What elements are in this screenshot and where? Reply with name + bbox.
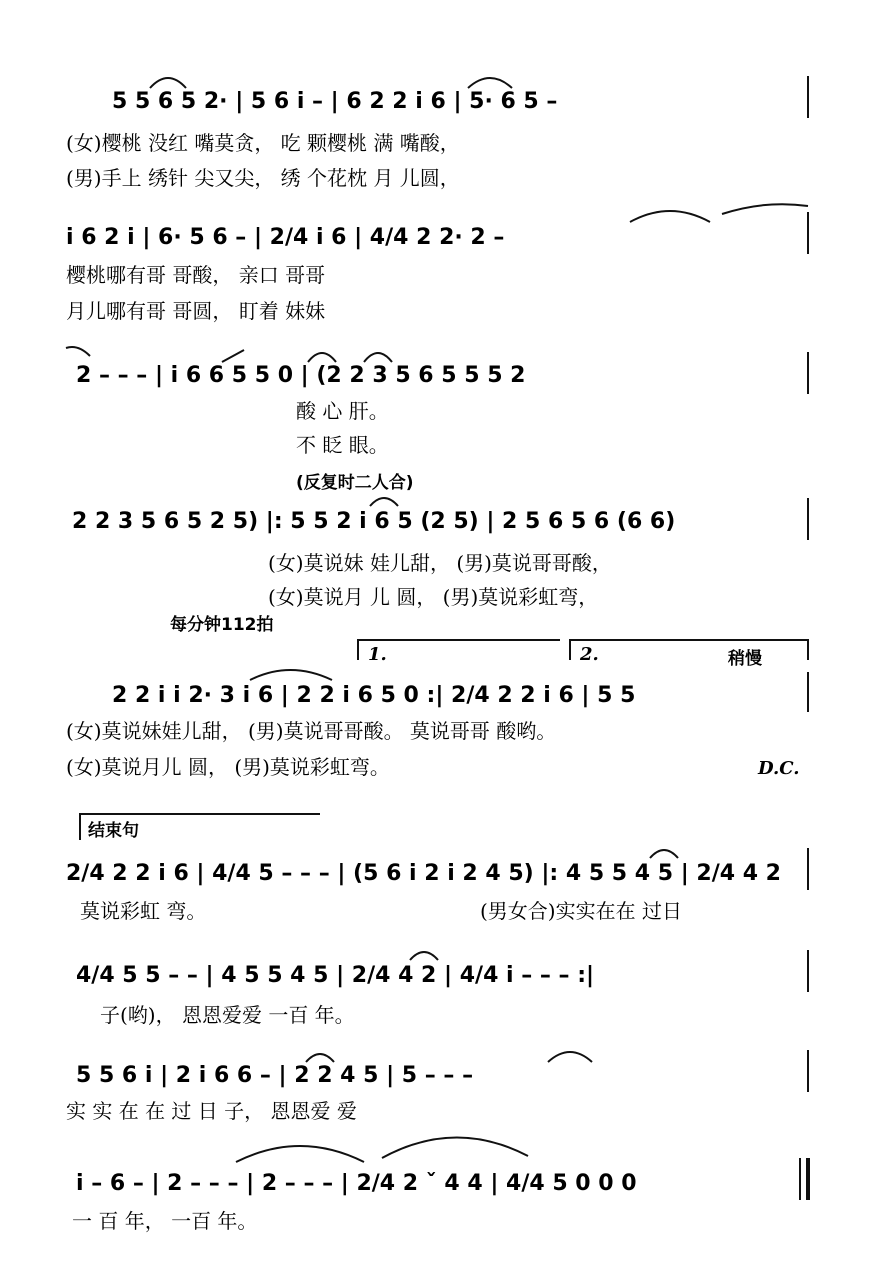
row9-lyric: 一 百 年， 一百 年。 bbox=[72, 1209, 258, 1233]
row2-notes: i 6 2 i | 6· 5 6 – | 2/4 i 6 | 4/4 2 2· 2 – bbox=[66, 225, 505, 250]
row-9 bbox=[72, 1137, 808, 1233]
row6-notes: 2/4 2 2 i 6 | 4/4 5 – – – | (5 6 i 2 i 2 4 5) |: 4 5 5 4 5 | 2/4 4 2 bbox=[66, 861, 781, 886]
row-6 bbox=[66, 814, 808, 923]
row-2 bbox=[66, 204, 808, 323]
row7-notes: 4/4 5 5 – – | 4 5 5 4 5 | 2/4 4 2 | 4/4 i – – – :| bbox=[76, 963, 595, 988]
slur bbox=[650, 850, 678, 858]
row1-notes: 5 5 6 5 2· | 5 6 i – | 6 2 2 i 6 | 5· 6 5 – bbox=[112, 89, 558, 114]
slur bbox=[308, 353, 336, 362]
tempo-marking: 每分钟112拍 bbox=[170, 615, 274, 635]
row2-lyric-2: 月儿哪有哥 哥圆， 盯着 妹妹 bbox=[66, 299, 326, 323]
repeat-note: (反复时二人合) bbox=[296, 473, 414, 493]
tie bbox=[630, 211, 710, 222]
slur bbox=[364, 353, 392, 362]
tie-arrow bbox=[222, 350, 244, 362]
row4-lyric-1: (女)莫说妹 娃儿甜， (男)莫说哥哥酸， bbox=[268, 551, 612, 575]
row2-lyric-1: 樱桃哪有哥 哥酸， 亲口 哥哥 bbox=[66, 263, 326, 287]
tie bbox=[236, 1146, 364, 1162]
row6-lyric-right: (男女合)实实在在 过日 bbox=[480, 899, 682, 923]
slur bbox=[410, 952, 438, 960]
row3-notes: 2 – – – | i 6 6 5 5 0 | (2 2 3 5 6 5 5 5 2 bbox=[76, 363, 526, 388]
ending-label: 结束句 bbox=[88, 821, 139, 841]
row3-lyric-1: 酸 心 肝。 bbox=[296, 399, 389, 423]
slur bbox=[150, 78, 186, 88]
row4-lyric-2: (女)莫说月 儿 圆， (男)莫说彩虹弯， bbox=[268, 585, 599, 609]
row7-lyric: 子(哟)， 恩恩爱爱 一百 年。 bbox=[100, 1003, 355, 1027]
volta-2-label: 2. bbox=[580, 644, 599, 665]
row-7 bbox=[76, 950, 808, 1027]
tie bbox=[722, 204, 808, 214]
row-3 bbox=[66, 347, 808, 493]
volta-1-label: 1. bbox=[368, 644, 387, 665]
slur bbox=[306, 1054, 334, 1062]
slur bbox=[468, 78, 512, 88]
row4-notes: 2 2 3 5 6 5 2 5) |: 5 5 2 i 6 5 (2 5) | 2 5 6 5 6 (6 6) bbox=[72, 509, 676, 534]
tempo-slower: 稍慢 bbox=[728, 649, 762, 669]
row1-lyric-male: (男)手上 绣针 尖又尖， 绣 个花枕 月 儿圆， bbox=[66, 166, 460, 190]
slur bbox=[548, 1052, 592, 1062]
row5-notes: 2 2 i i 2· 3 i 6 | 2 2 i 6 5 0 :| 2/4 2 2 i 6 | 5 5 bbox=[112, 683, 636, 708]
row8-lyric: 实 实 在 在 过 日 子， 恩恩爱 爱 bbox=[66, 1099, 357, 1123]
tie bbox=[382, 1137, 528, 1158]
slur bbox=[250, 670, 332, 680]
row-4 bbox=[72, 498, 808, 635]
row-8 bbox=[66, 1050, 808, 1123]
row1-lyric-female: (女)樱桃 没红 嘴莫贪， 吃 颗樱桃 满 嘴酸， bbox=[66, 131, 460, 155]
slur bbox=[370, 498, 398, 506]
volta-bracket-1 bbox=[358, 640, 560, 660]
volta-bracket-2 bbox=[570, 640, 808, 660]
row6-lyric: 莫说彩虹 弯。 bbox=[80, 899, 207, 923]
tie bbox=[66, 347, 90, 356]
row-1 bbox=[66, 76, 808, 190]
da-capo: D.C. bbox=[758, 758, 800, 779]
row-5 bbox=[66, 640, 808, 779]
row3-lyric-2: 不 眨 眼。 bbox=[296, 433, 389, 457]
row8-notes: 5 5 6 i | 2 i 6 6 – | 2 2 4 5 | 5 – – – bbox=[76, 1063, 474, 1088]
row5-lyric-2: (女)莫说月儿 圆， (男)莫说彩虹弯。 bbox=[66, 755, 390, 779]
row5-lyric-1: (女)莫说妹娃儿甜， (男)莫说哥哥酸。 莫说哥哥 酸哟。 bbox=[66, 719, 557, 743]
row9-notes: i – 6 – | 2 – – – | 2 – – – | 2/4 2 ˇ 4 4 | 4/4 5 0 0 0 bbox=[76, 1171, 637, 1196]
